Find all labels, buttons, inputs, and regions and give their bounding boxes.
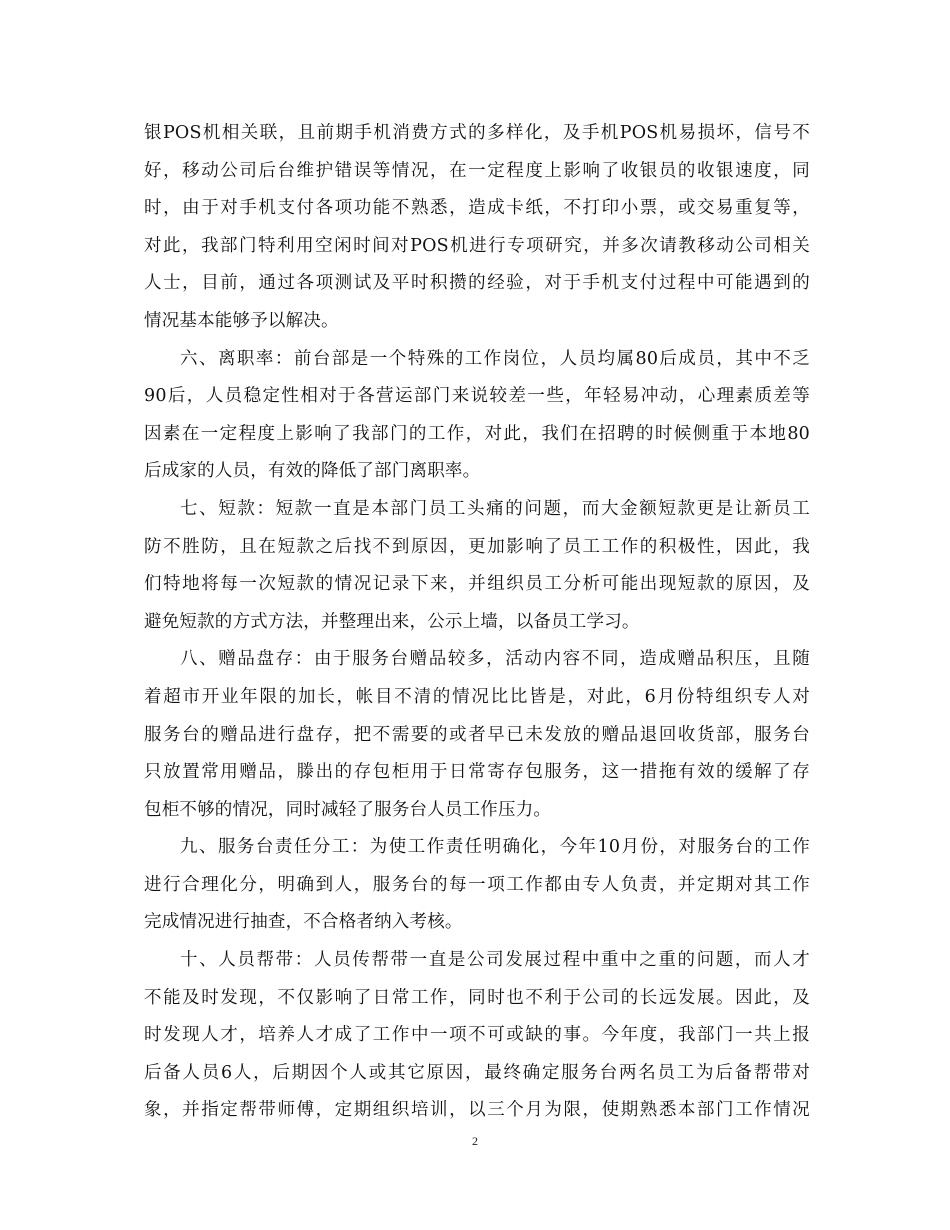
text-line: 银POS机相关联，且前期手机消费方式的多样化，及手机POS机易损坏，信号不 <box>144 123 810 143</box>
text-line: 包柜不够的情况，同时减轻了服务台人员工作压力。 <box>144 799 552 820</box>
text-line: 时，由于对手机支付各项功能不熟悉，造成卡纸，不打印小票，或交易重复等， <box>144 198 810 219</box>
text-line: 因素在一定程度上影响了我部门的工作，对此，我们在招聘的时候侧重于本地80 <box>144 423 810 444</box>
page-number: 2 <box>472 1134 478 1148</box>
text-line: 们特地将每一次短款的情况记录下来，并组织员工分析可能出现短款的原因，及 <box>144 574 810 595</box>
paragraph <box>144 491 810 641</box>
text-line: 服务台的赠品进行盘存，把不需要的或者早已未发放的赠品退回收货部，服务台 <box>144 724 810 745</box>
paragraph <box>144 115 810 341</box>
text-line: 六、离职率：前台部是一个特殊的工作岗位，人员均属80后成员，其中不乏 <box>180 348 810 369</box>
paragraph <box>144 829 810 942</box>
text-line: 象，并指定帮带师傅，定期组织培训，以三个月为限，使期熟悉本部门工作情况 <box>144 1100 810 1121</box>
text-line: 时发现人才，培养人才成了工作中一项不可或缺的事。今年度，我部门一共上报 <box>144 1025 810 1046</box>
document-body <box>144 115 810 1130</box>
text-line: 后成家的人员，有效的降低了部门离职率。 <box>144 461 481 482</box>
text-line: 好，移动公司后台维护错误等情况，在一定程度上影响了收银员的收银速度，同 <box>144 160 810 181</box>
text-line: 只放置常用赠品，滕出的存包柜用于日常寄存包服务，这一措拖有效的缓解了存 <box>144 762 810 783</box>
text-line: 进行合理化分，明确到人，服务台的每一项工作都由专人负责，并定期对其工作 <box>144 874 810 895</box>
text-line: 90后，人员稳定性相对于各营运部门来说较差一些，年轻易冲动，心理素质差等 <box>144 386 810 407</box>
text-line: 后备人员6人，后期因个人或其它原因，最终确定服务台两名员工为后备帮带对 <box>144 1062 810 1083</box>
text-line: 十、人员帮带：人员传帮带一直是公司发展过程中重中之重的问题，而人才 <box>180 950 810 971</box>
text-line: 着超市开业年限的加长，帐目不清的情况比比皆是，对此，6月份特组织专人对 <box>144 686 810 707</box>
paragraph <box>144 942 810 1130</box>
text-line: 完成情况进行抽查，不合格者纳入考核。 <box>144 912 463 933</box>
text-line: 九、服务台责任分工：为使工作责任明确化，今年10月份，对服务台的工作 <box>180 837 810 858</box>
text-line: 人士，目前，通过各项测试及平时积攒的经验，对于手机支付过程中可能遇到的 <box>144 273 810 294</box>
text-line: 情况基本能够予以解决。 <box>144 310 339 331</box>
text-line: 避免短款的方式方法，并整理出来，公示上墙，以备员工学习。 <box>144 611 640 632</box>
paragraph <box>144 341 810 491</box>
text-line: 八、赠品盘存：由于服务台赠品较多，活动内容不同，造成赠品积压，且随 <box>180 649 810 670</box>
text-line: 不能及时发现，不仅影响了日常工作，同时也不利于公司的长远发展。因此，及 <box>144 987 810 1008</box>
paragraph <box>144 641 810 829</box>
text-line: 七、短款：短款一直是本部门员工头痛的问题，而大金额短款更是让新员工 <box>180 498 810 519</box>
text-line: 防不胜防，且在短款之后找不到原因，更加影响了员工工作的积极性，因此，我 <box>144 536 810 557</box>
text-line: 对此，我部门特利用空闲时间对POS机进行专项研究，并多次请教移动公司相关 <box>144 235 810 256</box>
